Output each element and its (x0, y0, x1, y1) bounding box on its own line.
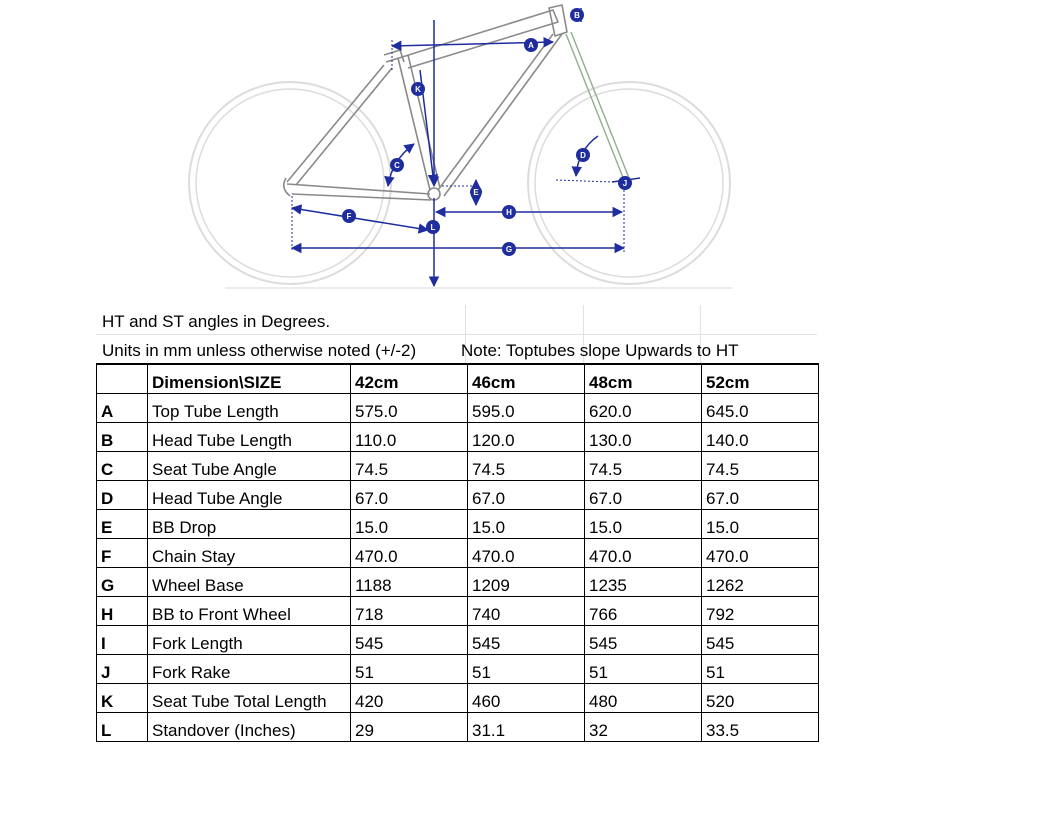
grid-line (96, 334, 817, 335)
size-value: 470.0 (468, 539, 585, 568)
header-cell: 52cm (702, 364, 819, 394)
note-units: Units in mm unless otherwise noted (+/-2) (102, 341, 417, 360)
bike-geometry-diagram (0, 0, 1042, 300)
dimension-name: Chain Stay (148, 539, 351, 568)
size-value: 67.0 (585, 481, 702, 510)
size-value: 67.0 (468, 481, 585, 510)
row-letter: L (97, 713, 148, 742)
table-row (97, 539, 819, 568)
dimension-name: Head Tube Length (148, 423, 351, 452)
header-cell (97, 364, 148, 394)
table-row (97, 626, 819, 655)
dimension-name: BB Drop (148, 510, 351, 539)
row-letter: B (97, 423, 148, 452)
table-row (97, 481, 819, 510)
header-cell: 48cm (585, 364, 702, 394)
badge-k (411, 82, 425, 96)
size-value: 74.5 (702, 452, 819, 481)
dimension-name: Seat Tube Angle (148, 452, 351, 481)
size-value: 15.0 (468, 510, 585, 539)
table-row (97, 713, 819, 742)
row-letter: G (97, 568, 148, 597)
size-value: 51 (351, 655, 468, 684)
size-value: 792 (702, 597, 819, 626)
svg-text:L: L (430, 223, 436, 232)
size-value: 32 (585, 713, 702, 742)
size-value: 1262 (702, 568, 819, 597)
size-value: 15.0 (351, 510, 468, 539)
dotted-guides (292, 40, 624, 252)
geometry-table (96, 363, 819, 742)
size-value: 718 (351, 597, 468, 626)
note-toptube-slope: Note: Toptubes slope Upwards to HT (461, 341, 739, 360)
dimension-name: Fork Rake (148, 655, 351, 684)
badge-c (390, 158, 404, 172)
size-value: 740 (468, 597, 585, 626)
dimension-name: Top Tube Length (148, 394, 351, 423)
table-row (97, 452, 819, 481)
bike-frame (284, 5, 567, 200)
badge-j (618, 176, 632, 190)
header-cell: 46cm (468, 364, 585, 394)
size-value: 520 (702, 684, 819, 713)
size-value: 545 (351, 626, 468, 655)
svg-text:J: J (622, 179, 628, 188)
dimension-name: Head Tube Angle (148, 481, 351, 510)
size-value: 51 (468, 655, 585, 684)
size-value: 766 (585, 597, 702, 626)
size-value: 1188 (351, 568, 468, 597)
row-letter: F (97, 539, 148, 568)
badge-h (502, 205, 516, 219)
table-row (97, 655, 819, 684)
svg-text:C: C (394, 161, 400, 170)
size-value: 51 (585, 655, 702, 684)
size-value: 545 (468, 626, 585, 655)
badge-b (570, 8, 584, 22)
size-value: 15.0 (585, 510, 702, 539)
size-value: 470.0 (585, 539, 702, 568)
badge-a (524, 38, 538, 52)
dimension-name: Seat Tube Total Length (148, 684, 351, 713)
size-value: 67.0 (351, 481, 468, 510)
size-value: 140.0 (702, 423, 819, 452)
row-letter: C (97, 452, 148, 481)
dimension-name: BB to Front Wheel (148, 597, 351, 626)
size-value: 470.0 (702, 539, 819, 568)
row-letter: I (97, 626, 148, 655)
dimension-name: Wheel Base (148, 568, 351, 597)
badge-f (342, 209, 356, 223)
row-letter: E (97, 510, 148, 539)
rear-wheel (189, 82, 391, 284)
row-letter: H (97, 597, 148, 626)
svg-text:K: K (415, 85, 421, 94)
size-value: 575.0 (351, 394, 468, 423)
svg-text:E: E (473, 188, 479, 197)
note-angles: HT and ST angles in Degrees. (102, 312, 331, 331)
svg-text:F: F (346, 212, 352, 221)
table-row (97, 423, 819, 452)
size-value: 74.5 (351, 452, 468, 481)
size-value: 31.1 (468, 713, 585, 742)
table-row (97, 510, 819, 539)
svg-text:H: H (506, 208, 512, 217)
badge-e (470, 186, 482, 198)
badge-d (576, 148, 590, 162)
size-value: 67.0 (702, 481, 819, 510)
size-value: 460 (468, 684, 585, 713)
size-value: 74.5 (468, 452, 585, 481)
size-value: 74.5 (585, 452, 702, 481)
size-value: 420 (351, 684, 468, 713)
header-cell: Dimension\SIZE (148, 364, 351, 394)
size-value: 620.0 (585, 394, 702, 423)
size-value: 15.0 (702, 510, 819, 539)
header-cell: 42cm (351, 364, 468, 394)
row-letter: J (97, 655, 148, 684)
table-header-row (97, 364, 819, 394)
dimension-name: Fork Length (148, 626, 351, 655)
table-row (97, 568, 819, 597)
svg-text:D: D (580, 151, 586, 160)
badge-g (502, 242, 516, 256)
size-value: 545 (585, 626, 702, 655)
size-value: 51 (702, 655, 819, 684)
size-value: 1209 (468, 568, 585, 597)
size-value: 595.0 (468, 394, 585, 423)
dimension-name: Standover (Inches) (148, 713, 351, 742)
row-letter: K (97, 684, 148, 713)
size-value: 110.0 (351, 423, 468, 452)
size-value: 120.0 (468, 423, 585, 452)
row-letter: D (97, 481, 148, 510)
row-letter: A (97, 394, 148, 423)
table-row (97, 597, 819, 626)
svg-text:G: G (505, 245, 513, 254)
size-value: 1235 (585, 568, 702, 597)
size-value: 470.0 (351, 539, 468, 568)
size-value: 480 (585, 684, 702, 713)
size-value: 29 (351, 713, 468, 742)
svg-text:A: A (528, 41, 534, 50)
table-row (97, 684, 819, 713)
svg-text:B: B (574, 11, 580, 20)
badge-l (426, 220, 440, 234)
table-row (97, 394, 819, 423)
size-value: 545 (702, 626, 819, 655)
size-value: 645.0 (702, 394, 819, 423)
size-value: 33.5 (702, 713, 819, 742)
size-value: 130.0 (585, 423, 702, 452)
